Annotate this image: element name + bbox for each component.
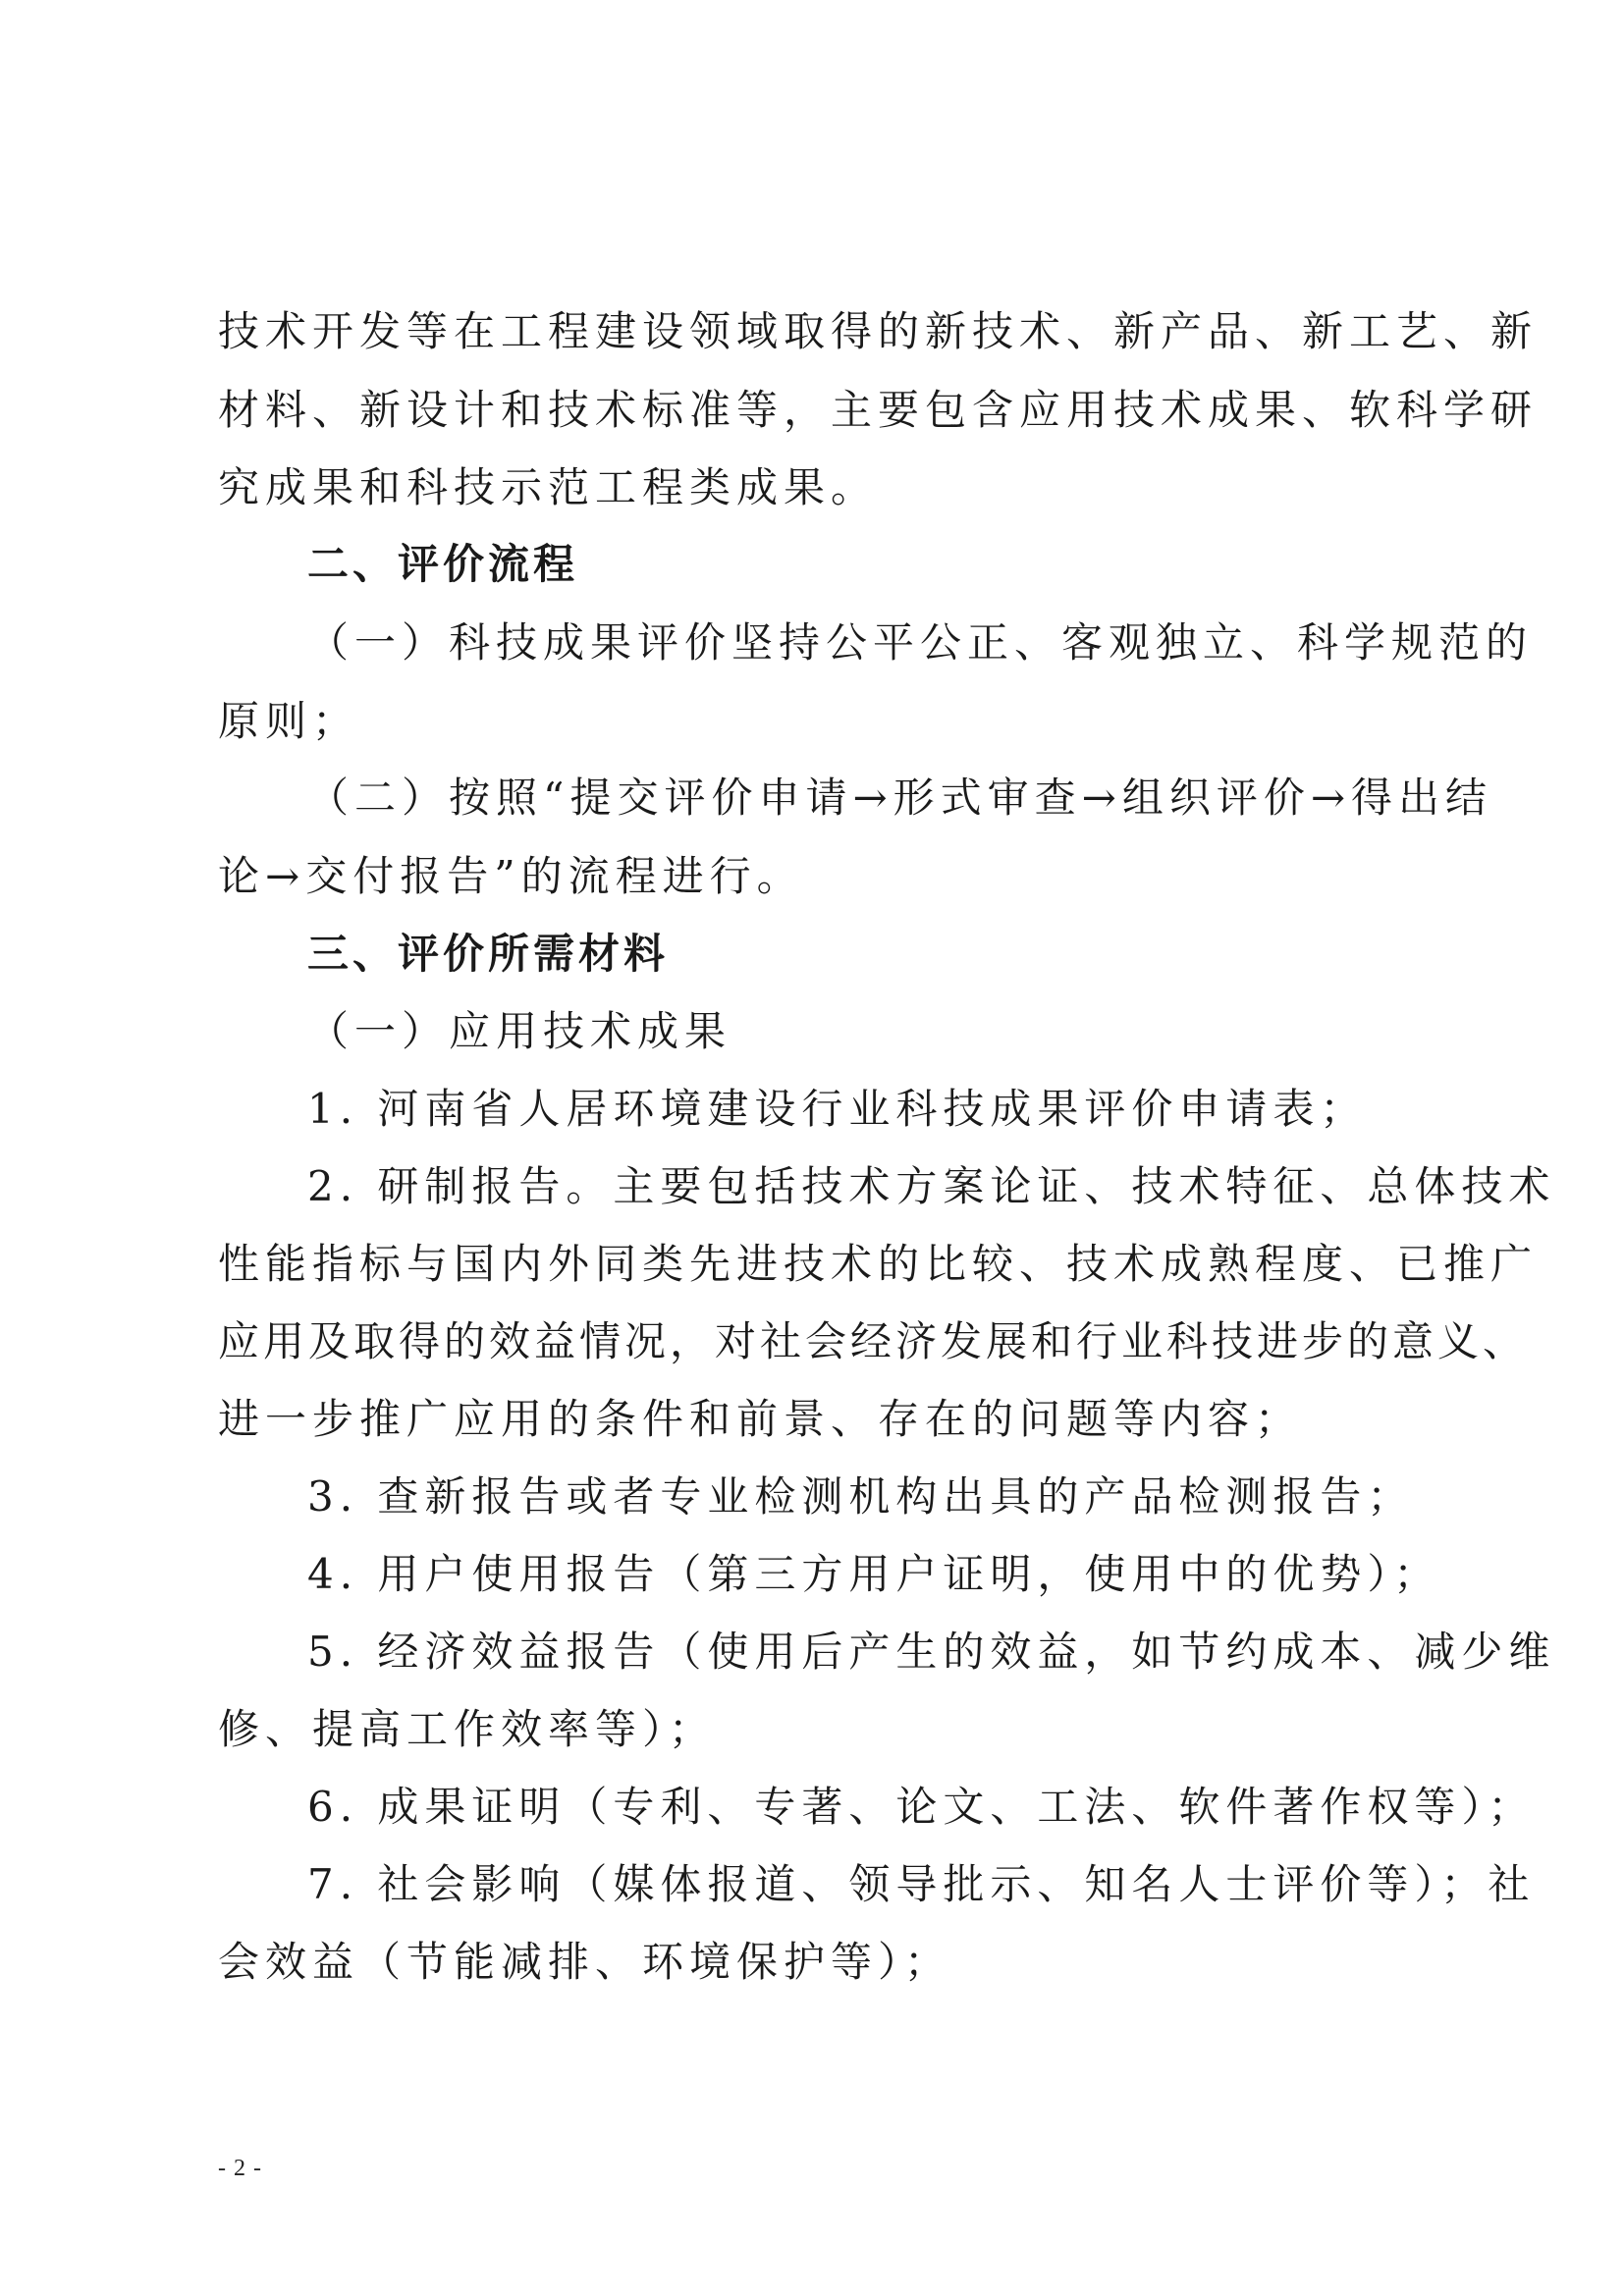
body-line: 究成果和科技示范工程类成果。 bbox=[218, 463, 879, 511]
section-heading-2: 二、评价流程 bbox=[307, 540, 579, 588]
section-heading-3: 三、评价所需材料 bbox=[307, 930, 670, 978]
list-item-continuation: 应用及取得的效益情况，对社会经济发展和行业科技进步的意义、 bbox=[218, 1317, 1529, 1365]
list-item-continuation: 会效益（节能减排、环境保护等）； bbox=[218, 1938, 952, 1986]
list-item: 6. 成果证明（专利、专著、论文、工法、软件著作权等）； bbox=[307, 1783, 1536, 1831]
body-line: 技术开发等在工程建设领域取得的新技术、新产品、新工艺、新 bbox=[218, 307, 1539, 355]
body-line: （一）科技成果评价坚持公平公正、客观独立、科学规范的 bbox=[307, 618, 1534, 667]
body-line: （二）按照“提交评价申请→形式审查→组织评价→得出结 bbox=[307, 774, 1493, 822]
list-item: 4. 用户使用报告（第三方用户证明，使用中的优势）； bbox=[307, 1550, 1441, 1598]
list-item: 1. 河南省人居环境建设行业科技成果评价申请表； bbox=[307, 1085, 1368, 1133]
list-item: 5. 经济效益报告（使用后产生的效益，如节约成本、减少维 bbox=[307, 1628, 1556, 1676]
body-line: 论→交付报告”的流程进行。 bbox=[218, 852, 804, 900]
body-line: 原则； bbox=[218, 697, 360, 745]
page-number: - 2 - bbox=[218, 2156, 262, 2181]
list-item-continuation: 进一步推广应用的条件和前景、存在的问题等内容； bbox=[218, 1395, 1303, 1443]
subsection-heading: （一）应用技术成果 bbox=[307, 1007, 732, 1055]
list-item: 7. 社会影响（媒体报道、领导批示、知名人士评价等）；社 bbox=[307, 1860, 1536, 1908]
list-item: 2. 研制报告。主要包括技术方案论证、技术特征、总体技术 bbox=[307, 1162, 1556, 1210]
list-item-continuation: 修、提高工作效率等）； bbox=[218, 1705, 717, 1753]
list-item: 3. 查新报告或者专业检测机构出具的产品检测报告； bbox=[307, 1472, 1415, 1521]
body-line: 材料、新设计和技术标准等，主要包含应用技术成果、软科学研 bbox=[218, 386, 1539, 434]
list-item-continuation: 性能指标与国内外同类先进技术的比较、技术成熟程度、已推广 bbox=[218, 1240, 1539, 1288]
